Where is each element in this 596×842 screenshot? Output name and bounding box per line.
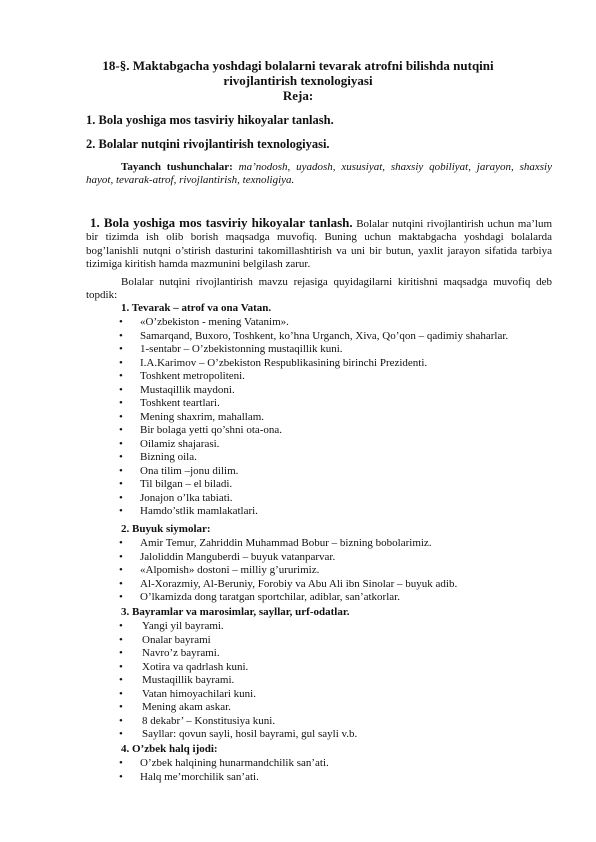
list-item-text: 1-sentabr – O’zbekistonning mustaqillik kuni. xyxy=(140,343,343,355)
keywords-text: ma’nodosh, uyadosh, xususiyat, shaxsiy qobiliyat, jarayon, shaxsiy hayot, tevarak-atrof, rivojlantirish, texnoligiya. xyxy=(86,161,552,187)
section1-text: Bolalar nutqini rivojlantirish uchun ma’lum bir tizimda ish olib borish maqsadga muvofiq. Buning uchun maktabgacha yoshdagi bolalarda bog’lanishli nutqni o’stirish dasturini takomillashtirish va uni bir butun, yaxlit jarayon sifatida tarbiya tizimiga kiritish hamda mazmunini belgilash zarur. xyxy=(86,218,552,271)
list-item xyxy=(86,757,552,771)
list-item xyxy=(86,343,552,357)
list-item-text: «Alpomish» dostoni – milliy g’ururimiz. xyxy=(140,564,320,576)
list-item-text: Bizning oila. xyxy=(140,451,197,463)
plan-item-1: 1. Bola yoshiga mos tasviriy hikoyalar tanlash. xyxy=(86,113,334,127)
list-item-text: Ona tilim –jonu dilim. xyxy=(140,464,239,477)
bullet-icon: • xyxy=(119,537,123,549)
bullet-icon: • xyxy=(119,370,123,382)
list-item-text: Vatan himoyachilari kuni. xyxy=(142,687,256,700)
list-item xyxy=(86,674,552,688)
list-item-text: Mustaqillik maydoni. xyxy=(140,383,235,396)
keywords-paragraph xyxy=(86,161,552,188)
list-item xyxy=(86,384,552,398)
list-item xyxy=(86,661,552,675)
list-item xyxy=(86,537,552,551)
bullet-icon: • xyxy=(119,329,123,342)
topic-2-list xyxy=(86,537,552,605)
list-item xyxy=(86,424,552,438)
list-item xyxy=(86,451,552,465)
list-item xyxy=(86,411,552,425)
list-item-text: Jonajon o’lka tabiati. xyxy=(140,491,233,504)
bullet-icon: • xyxy=(119,410,123,423)
list-item xyxy=(86,701,552,715)
bullet-icon: • xyxy=(119,437,123,450)
bullet-icon: • xyxy=(119,343,123,355)
bullet-icon: • xyxy=(119,564,123,576)
list-item-text: Mustaqillik bayrami. xyxy=(142,674,235,686)
list-item-text: Mening shaxrim, mahallam. xyxy=(140,410,265,423)
bullet-icon: • xyxy=(119,674,123,686)
list-item-text: «O’zbekiston - mening Vatanim». xyxy=(140,316,289,328)
list-item xyxy=(86,620,552,634)
list-item xyxy=(86,505,552,519)
list-item-text: Al-Xorazmiy, Al-Beruniy, Forobiy va Abu Ali ibn Sinolar – buyuk adib. xyxy=(140,577,458,590)
bullet-icon: • xyxy=(119,633,123,646)
bullet-icon: • xyxy=(119,770,123,783)
bullet-icon: • xyxy=(119,383,123,396)
list-item xyxy=(86,397,552,411)
title-line-1: 18-§. Maktabgacha yoshdagi bolalarni tevarak atrofni bilishda nutqini xyxy=(102,58,494,73)
bullet-icon: • xyxy=(119,464,123,477)
list-item xyxy=(86,465,552,479)
section1-heading: 1. Bola yoshiga mos tasviriy hikoyalar tanlash. xyxy=(90,215,353,230)
section1-paragraph-2: Bolalar nutqini rivojlantirish mavzu rejasiga quyidagilarni kiritishni maqsadga muvofiq deb topdik: xyxy=(86,276,552,302)
list-item-text: Xotira va qadrlash kuni. xyxy=(142,660,249,673)
bullet-icon: • xyxy=(119,757,123,769)
bullet-icon: • xyxy=(119,714,123,727)
list-item-text: Halq me’morchilik san’ati. xyxy=(140,770,259,783)
list-item-text: I.A.Karimov – O’zbekiston Respublikasining birinchi Prezidenti. xyxy=(140,356,428,369)
list-item xyxy=(86,715,552,729)
bullet-icon: • xyxy=(119,491,123,504)
list-item xyxy=(86,316,552,330)
list-item-text: O’zbek halqining hunarmandchilik san’ati. xyxy=(140,757,329,769)
list-item-text: Til bilgan – el biladi. xyxy=(140,478,233,490)
bullet-icon: • xyxy=(119,424,123,436)
topic-1-list xyxy=(86,316,552,519)
plan-item-2: 2. Bolalar nutqini rivojlantirish texnologiyasi. xyxy=(86,137,330,151)
keywords-label: Tayanch tushunchalar: xyxy=(121,161,233,173)
list-item-text: Oilamiz shajarasi. xyxy=(140,437,220,450)
bullet-icon: • xyxy=(119,397,123,409)
topic-4-heading: 4. O’zbek halq ijodi: xyxy=(121,743,218,755)
list-item-text: Sayllar: qovun sayli, hosil bayrami, gul sayli v.b. xyxy=(142,728,358,740)
bullet-icon: • xyxy=(119,620,123,632)
list-item xyxy=(86,551,552,565)
list-item-text: O’lkamizda dong taratgan sportchilar, adiblar, san’atkorlar. xyxy=(140,591,400,603)
topic-1-heading: 1. Tevarak – atrof va ona Vatan. xyxy=(121,302,272,314)
bullet-icon: • xyxy=(119,591,123,603)
list-item xyxy=(86,634,552,648)
list-item-text: Samarqand, Buxoro, Toshkent, ko’hna Urganch, Xiva, Qo’qon – qadimiy shaharlar. xyxy=(140,329,509,342)
list-item xyxy=(86,771,552,785)
list-item-text: 8 dekabr’ – Konstitusiya kuni. xyxy=(142,714,276,727)
list-item xyxy=(86,370,552,384)
list-item-text: Toshkent teartlari. xyxy=(140,397,220,409)
bullet-icon: • xyxy=(119,687,123,700)
list-item-text: Onalar bayrami xyxy=(142,633,211,646)
list-item-text: Yangi yil bayrami. xyxy=(142,620,224,632)
bullet-icon: • xyxy=(119,505,123,517)
list-item-text: Bir bolaga yetti qo’shni ota-ona. xyxy=(140,424,283,436)
bullet-icon: • xyxy=(119,550,123,563)
list-item xyxy=(86,330,552,344)
topic-4-list xyxy=(86,757,552,784)
list-item-text: Toshkent metropoliteni. xyxy=(140,370,245,382)
bullet-icon: • xyxy=(119,478,123,490)
plan-heading: Reja: xyxy=(282,88,314,103)
topic-3-list xyxy=(86,620,552,742)
list-item xyxy=(86,492,552,506)
topic-2-heading: 2. Buyuk siymolar: xyxy=(121,523,211,535)
bullet-icon: • xyxy=(119,728,123,740)
list-item xyxy=(86,438,552,452)
list-item-text: Jaloliddin Manguberdi – buyuk vatanparvar. xyxy=(140,550,336,563)
bullet-icon: • xyxy=(119,356,123,369)
list-item xyxy=(86,647,552,661)
list-item-text: Hamdo’stlik mamlakatlari. xyxy=(140,505,258,517)
bullet-icon: • xyxy=(119,701,123,713)
title-line-2: rivojlantirish texnologiyasi xyxy=(223,73,373,88)
bullet-icon: • xyxy=(119,451,123,463)
bullet-icon: • xyxy=(119,316,123,328)
section1-paragraph xyxy=(86,216,552,272)
topic-3-heading: 3. Bayramlar va marosimlar, sayllar, urf-odatlar. xyxy=(121,606,350,618)
bullet-icon: • xyxy=(119,660,123,673)
bullet-icon: • xyxy=(119,647,123,659)
list-item xyxy=(86,591,552,605)
list-item-text: Mening akam askar. xyxy=(142,701,231,713)
list-item-text: Navro’z bayrami. xyxy=(142,647,220,659)
bullet-icon: • xyxy=(119,577,123,590)
list-item xyxy=(86,478,552,492)
list-item xyxy=(86,688,552,702)
list-item xyxy=(86,564,552,578)
document-title xyxy=(86,58,510,103)
list-item-text: Amir Temur, Zahriddin Muhammad Bobur – bizning bobolarimiz. xyxy=(140,537,432,549)
list-item xyxy=(86,578,552,592)
list-item xyxy=(86,728,552,742)
list-item xyxy=(86,357,552,371)
